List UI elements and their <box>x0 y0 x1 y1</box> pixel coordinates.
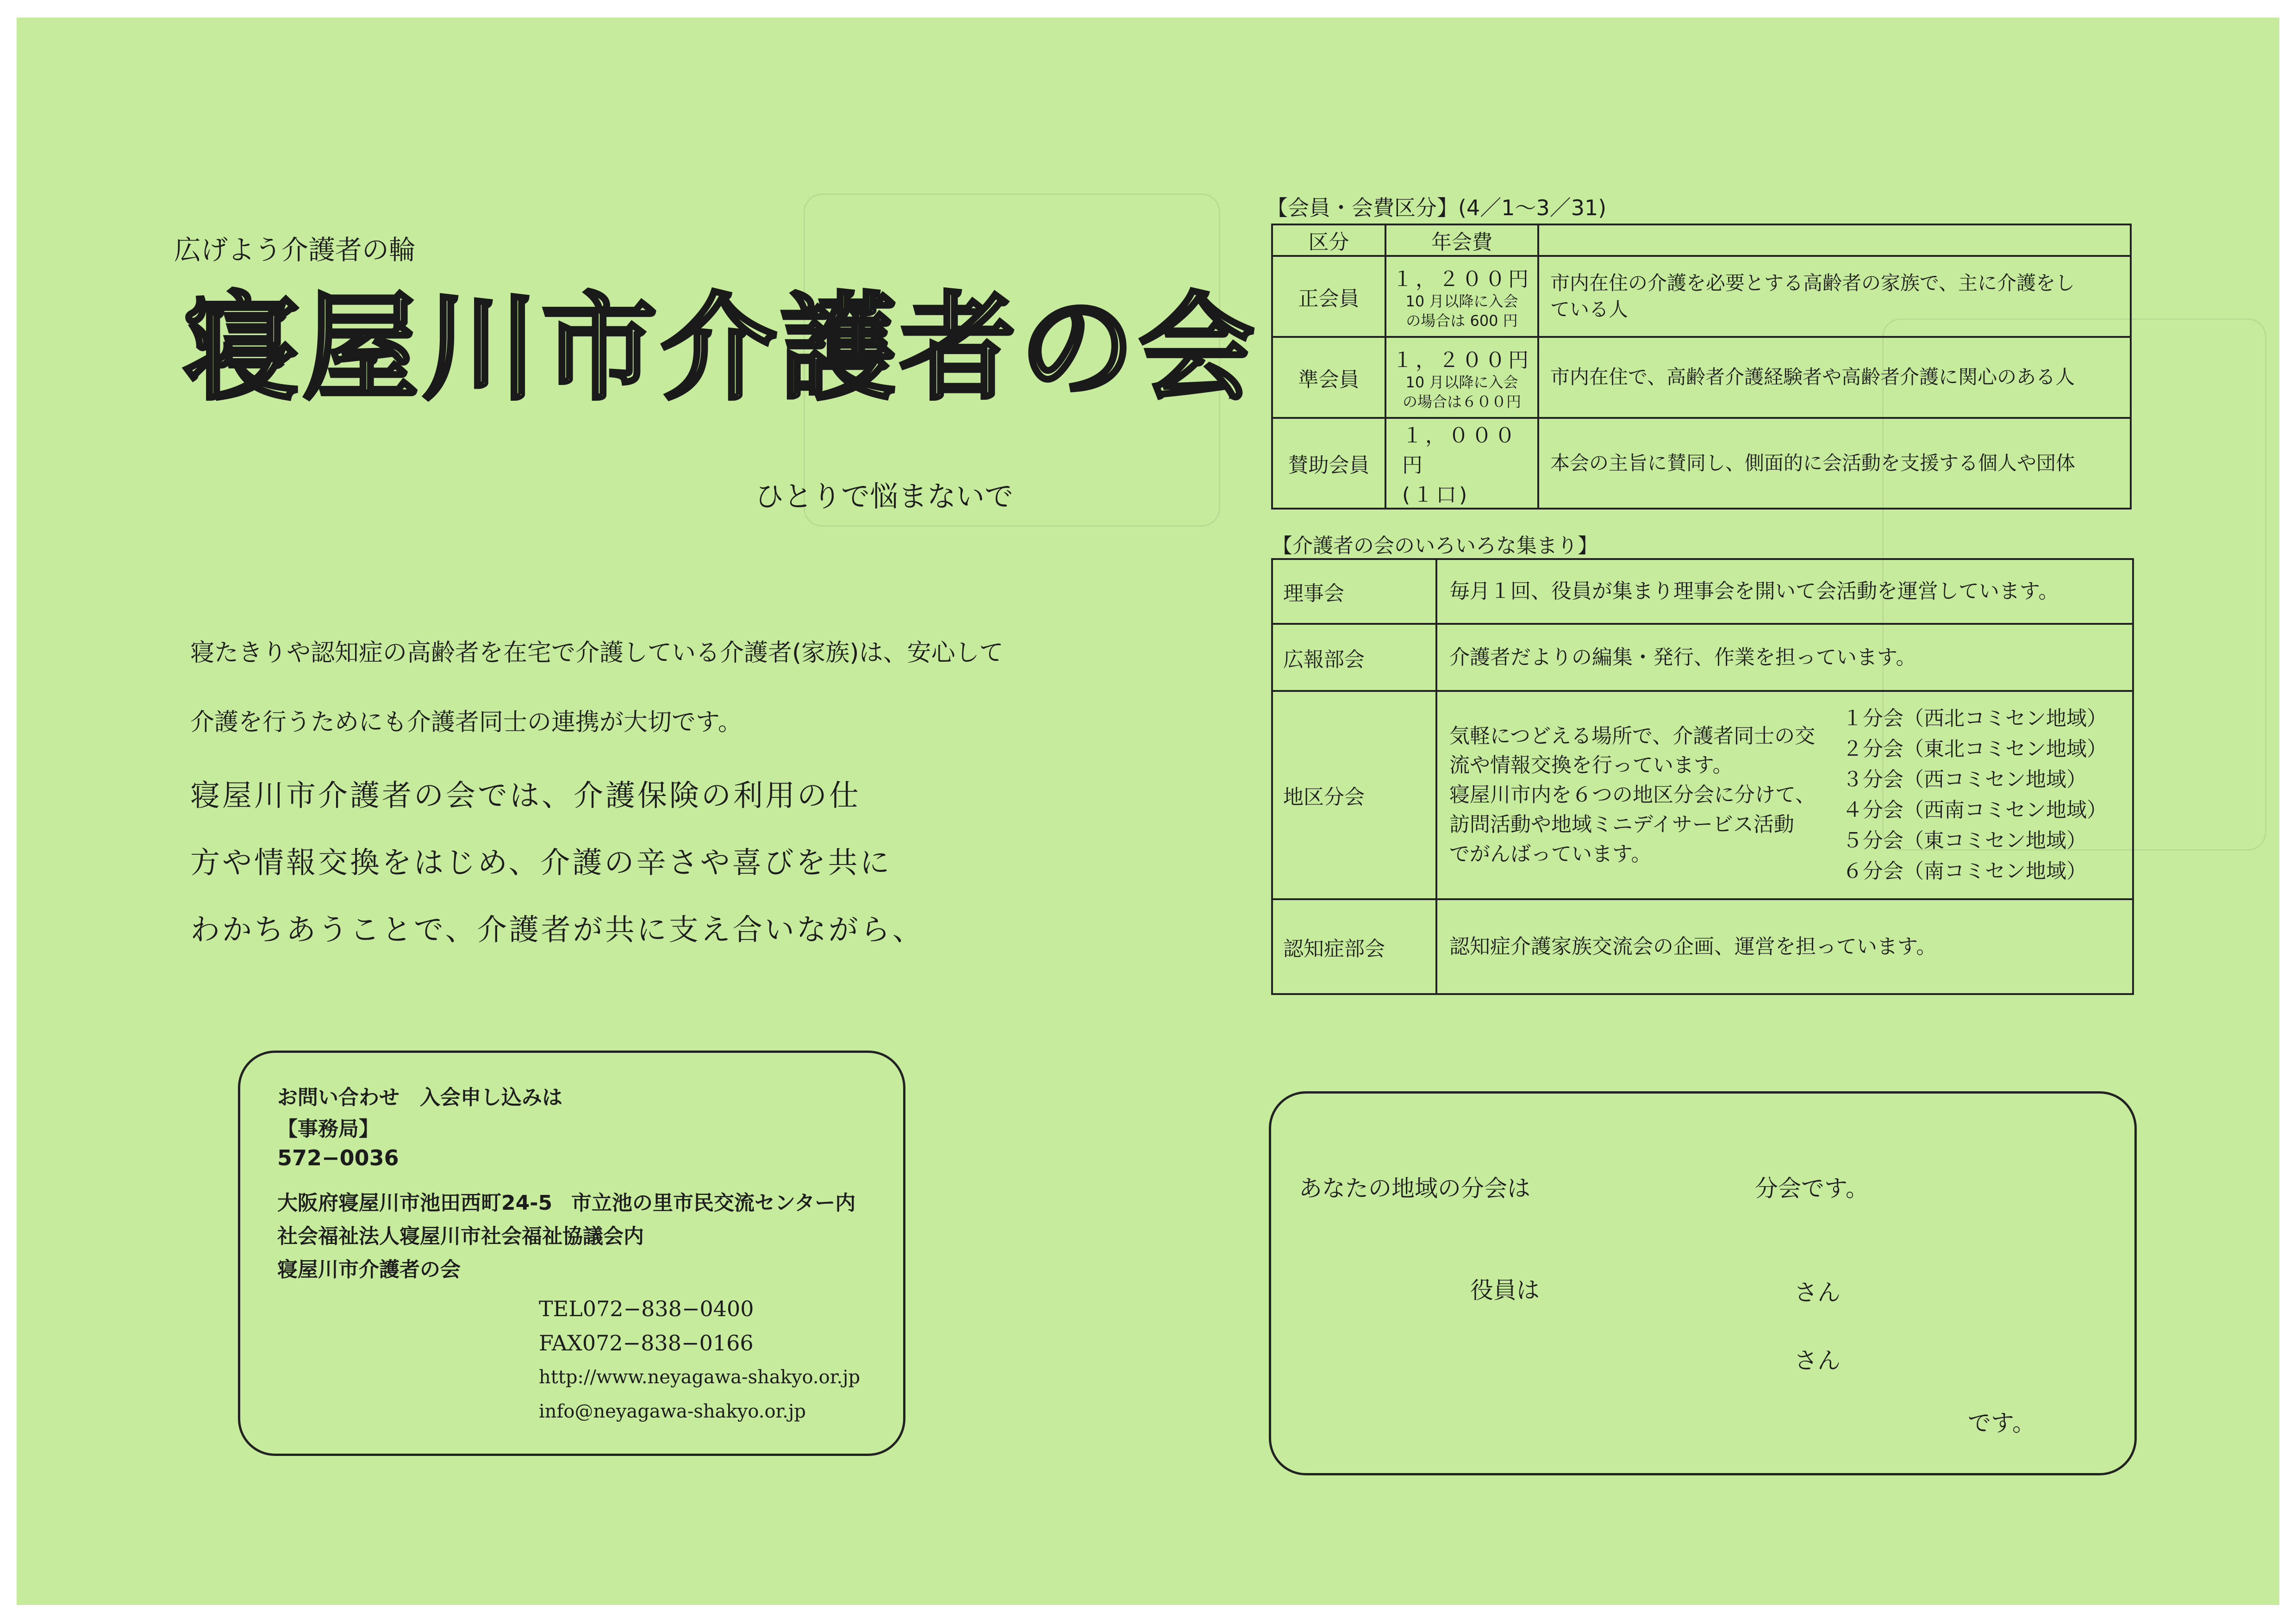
fee-category: 賛助会員 <box>1272 418 1385 509</box>
office-label: 【事務局】 <box>277 1117 379 1141</box>
fee-price-cell <box>1385 418 1538 509</box>
fee-description-line: 市内在住の介護を必要とする高齢者の家族で、主に介護をし <box>1550 271 2075 294</box>
fee-price-cell <box>1385 337 1538 418</box>
table-row <box>1272 899 2133 994</box>
branch-item: ２分会（東北コミセン地域） <box>1842 737 2107 761</box>
branch-item: ６分会（南コミセン地域） <box>1842 859 2087 883</box>
fee-description-line: ている人 <box>1550 298 1628 321</box>
region-suffix: 分会です。 <box>1755 1175 1869 1202</box>
fee-note: 10 月以降に入会 <box>1405 292 1518 310</box>
column-header: 区分 <box>1272 224 1385 256</box>
meeting-description <box>1436 691 1832 899</box>
fee-description-line: 本会の主旨に賛同し、側面的に会活動を支援する個人や団体 <box>1550 451 2076 474</box>
meeting-description-line: 訪問活動や地域ミニデイサービス活動 <box>1449 812 1794 836</box>
meeting-description: 毎月１回、役員が集まり理事会を開いて会活動を運営しています。 <box>1436 559 2133 624</box>
meetings-heading: 【介護者の会のいろいろな集まり】 <box>1272 534 1598 558</box>
fee-note: (１口) <box>1402 483 1470 507</box>
meetings-table <box>1271 558 2134 995</box>
meeting-description: 介護者だよりの編集・発行、作業を担っています。 <box>1436 624 2133 691</box>
table-header-row <box>1272 224 2131 256</box>
meeting-name: 広報部会 <box>1272 624 1436 691</box>
table-row <box>1272 418 2131 509</box>
meeting-description-line: 流や情報交換を行っています。 <box>1449 753 1733 777</box>
table-row <box>1272 559 2133 624</box>
organization: 社会福祉法人寝屋川市社会福祉協議会内 <box>277 1225 644 1248</box>
meeting-description-line: 寝屋川市内を６つの地区分会に分けて、 <box>1449 783 1816 807</box>
contact-heading: お問い合わせ 入会申し込みは <box>277 1086 562 1109</box>
intro-line: 方や情報交換をはじめ、介護の辛さや喜びを共に <box>190 846 892 880</box>
table-row <box>1272 256 2131 337</box>
column-header <box>1538 224 2131 256</box>
fee-description <box>1538 256 2131 337</box>
table-row <box>1272 624 2133 691</box>
meeting-name: 認知症部会 <box>1272 899 1436 994</box>
group-name: 寝屋川市介護者の会 <box>277 1258 461 1281</box>
page-title: 寝屋川市介護者の会 <box>183 281 1258 416</box>
fee-table <box>1271 224 2132 510</box>
fee-note: 10 月以降に入会 <box>1405 373 1518 391</box>
intro-line: わかちあうことで、介護者が共に支え合いながら、 <box>190 913 924 947</box>
table-row <box>1272 691 2133 899</box>
postal-code: 572−0036 <box>277 1145 399 1170</box>
facility: 市立池の里市民交流センター内 <box>571 1191 856 1215</box>
tel: TEL072−838−0400 <box>539 1296 754 1321</box>
fax: FAX072−838−0166 <box>539 1331 754 1356</box>
fee-description-line: 市内在住で、高齢者介護経験者や高齢者介護に関心のある人 <box>1550 366 2075 389</box>
meeting-description-line: でがんばっています。 <box>1449 842 1652 866</box>
fee-price: １，２００円 <box>1392 267 1531 291</box>
branch-item: ５分会（東コミセン地域） <box>1842 829 2087 852</box>
fee-description <box>1538 418 2131 509</box>
contact-box <box>238 1051 905 1456</box>
branch-item: １分会（西北コミセン地域） <box>1842 707 2107 730</box>
intro-line: 介護を行うためにも介護者同士の連携が大切です。 <box>190 709 742 736</box>
officer-label: 役員は <box>1470 1277 1540 1304</box>
fee-price-cell <box>1385 256 1538 337</box>
fee-note: の場合は６００円 <box>1402 392 1521 410</box>
officer-san: さん <box>1794 1279 1841 1306</box>
fee-price: １，０００円 <box>1402 424 1518 477</box>
tagline: 広げよう介護者の輪 <box>174 234 416 266</box>
fee-note: の場合は 600 円 <box>1406 311 1518 330</box>
fee-description <box>1538 337 2131 418</box>
table-row <box>1272 337 2131 418</box>
intro-line: 寝屋川市介護者の会では、介護保険の利用の仕 <box>190 779 861 813</box>
address: 大阪府寝屋川市池田西町24-5 <box>277 1191 553 1215</box>
form-end: です。 <box>1968 1410 2035 1436</box>
column-header: 年会費 <box>1385 224 1538 256</box>
fee-category: 準会員 <box>1272 337 1385 418</box>
email-link[interactable]: info@neyagawa-shakyo.or.jp <box>539 1401 806 1422</box>
meeting-name: 理事会 <box>1272 559 1436 624</box>
branch-item: ３分会（西コミセン地域） <box>1842 768 2087 791</box>
meeting-description-line: 気軽につどえる場所で、介護者同士の交 <box>1449 724 1816 748</box>
meeting-name: 地区分会 <box>1272 691 1436 899</box>
subtitle: ひとりで悩まないで <box>755 479 1014 513</box>
branch-item: ４分会（西南コミセン地域） <box>1842 798 2107 822</box>
branch-list <box>1832 691 2133 899</box>
website-link[interactable]: http://www.neyagawa-shakyo.or.jp <box>539 1367 861 1388</box>
brochure-sheet <box>17 18 2279 1605</box>
fee-category: 正会員 <box>1272 256 1385 337</box>
fee-heading: 【会員・会費区分】(4／1〜3／31) <box>1267 195 1607 220</box>
branch-form-box <box>1269 1091 2137 1475</box>
region-label: あなたの地域の分会は <box>1299 1175 1530 1202</box>
fee-price: １，２００円 <box>1392 348 1531 372</box>
meeting-description: 認知症介護家族交流会の企画、運営を担っています。 <box>1436 899 2133 994</box>
officer-san: さん <box>1794 1347 1841 1374</box>
intro-line: 寝たきりや認知症の高齢者を在宅で介護している介護者(家族)は、安心して <box>190 639 1004 667</box>
